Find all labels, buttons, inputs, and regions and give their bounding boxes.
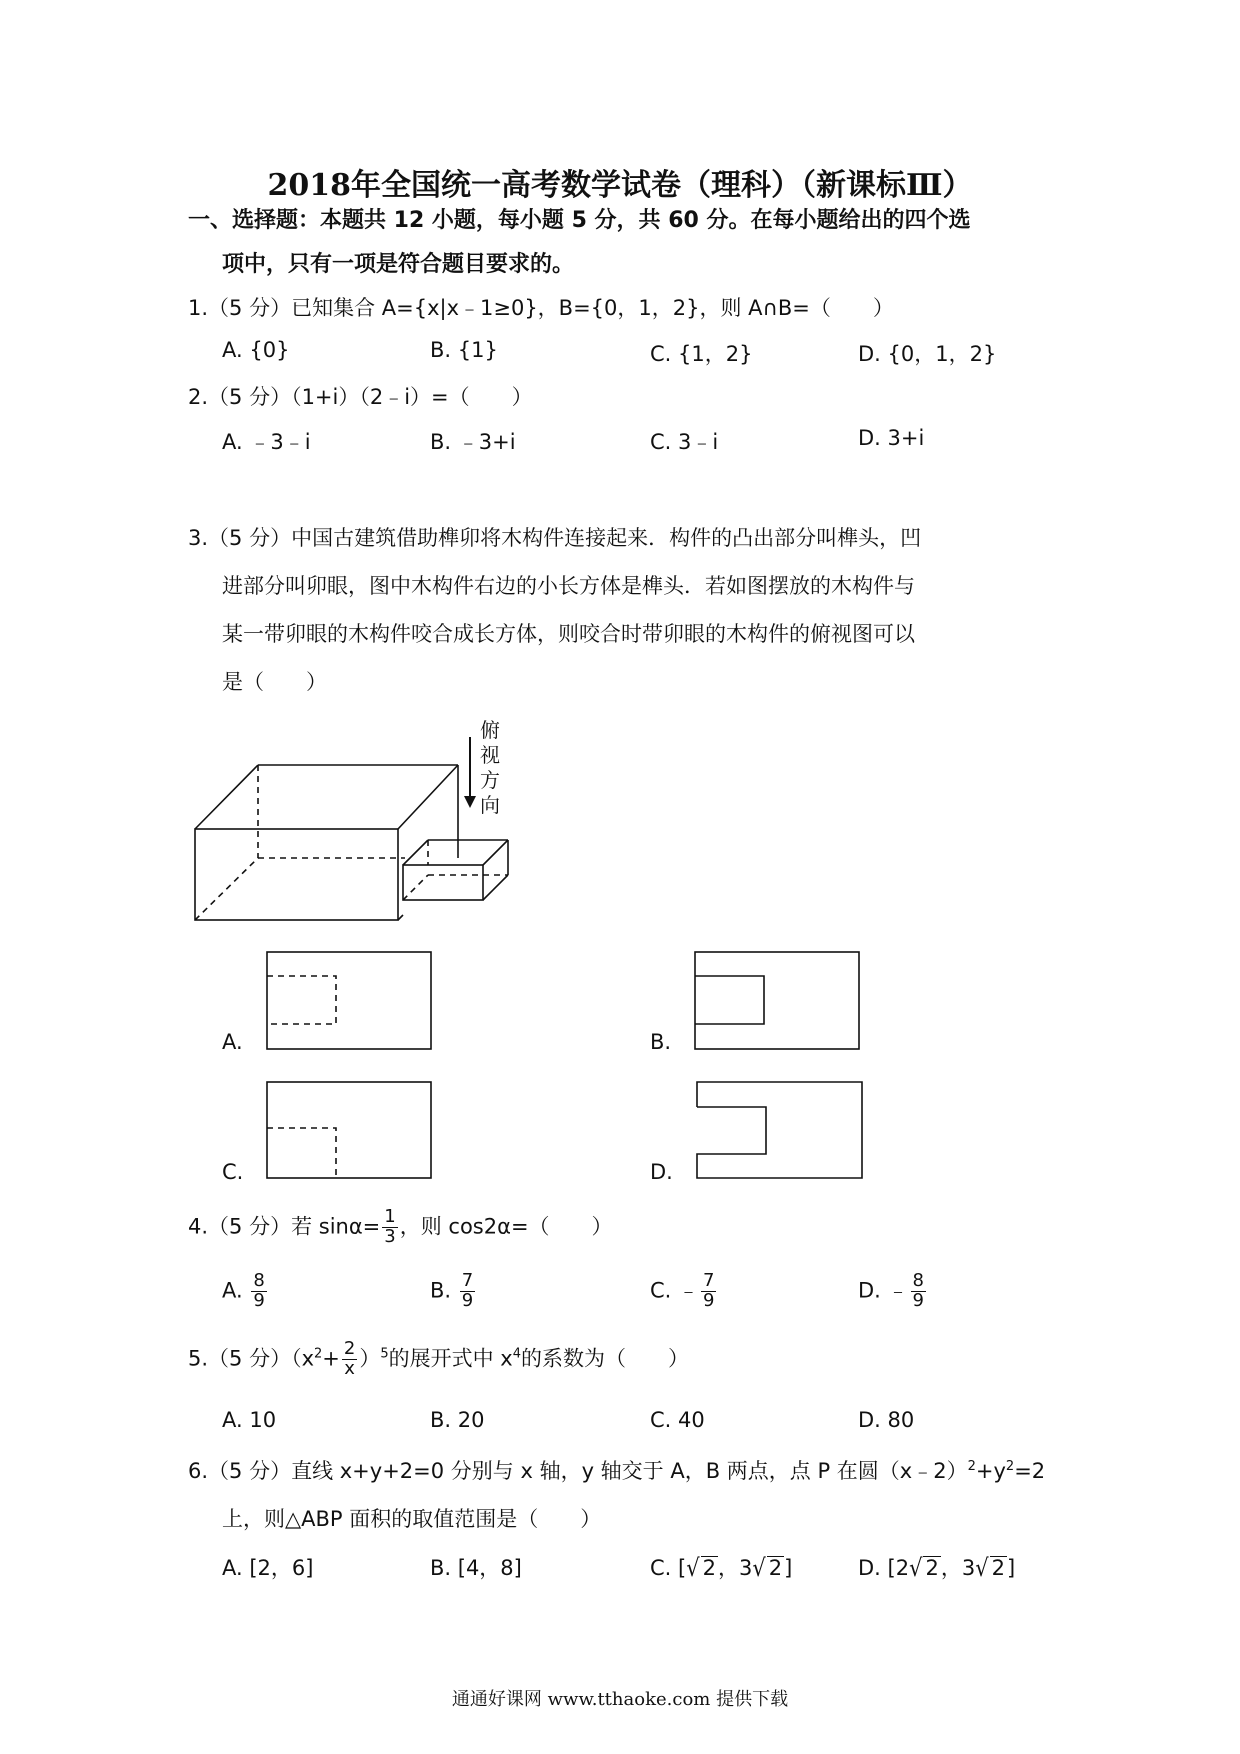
q6-c-label: C. [ bbox=[650, 1556, 687, 1580]
q1-option-a: A. {0} bbox=[222, 338, 290, 362]
q5-option-c: C. 40 bbox=[650, 1408, 705, 1432]
q6-c-radicand2: 2 bbox=[768, 1556, 783, 1580]
q4-fraction bbox=[382, 1208, 397, 1247]
q3-option-b-view bbox=[695, 952, 859, 1049]
q6-option-c bbox=[650, 1552, 792, 1582]
q4-c-num: 7 bbox=[703, 1270, 715, 1291]
section-heading-line2: 项中，只有一项是符合题目要求的。 bbox=[222, 252, 575, 277]
q6-sup2: 2 bbox=[1005, 1459, 1015, 1474]
q4-b-den: 9 bbox=[461, 1289, 474, 1311]
footer-source: 通通好课网 www.tthaoke.com 提供下载 bbox=[451, 1689, 789, 1710]
q4-b-label: B. bbox=[430, 1278, 452, 1303]
q2-option-b: B. ﹣3+i bbox=[430, 430, 516, 454]
q4-option-b bbox=[430, 1272, 477, 1311]
q4-d-label: D. bbox=[858, 1278, 881, 1303]
question-3-line4: 是（ ） bbox=[222, 670, 327, 694]
q6-c-close: ] bbox=[784, 1556, 793, 1580]
q6-line1-suffix: =2 bbox=[1014, 1459, 1046, 1483]
q5-suffix: 的系数为（ ） bbox=[521, 1346, 690, 1371]
view-direction-arrow bbox=[464, 737, 476, 808]
q1-option-b: B. {1} bbox=[430, 338, 498, 362]
q4-frac-num: 1 bbox=[384, 1206, 396, 1227]
q6-option-a: A. [2，6] bbox=[222, 1556, 314, 1580]
question-6-line2: 上，则△ABP 面积的取值范围是（ ） bbox=[222, 1507, 602, 1531]
q4-option-c bbox=[650, 1272, 718, 1311]
q4-suffix: ，则 cos2α=（ ） bbox=[399, 1214, 613, 1239]
q6-d-close: ] bbox=[1006, 1556, 1016, 1580]
q5-frac-num: 2 bbox=[343, 1338, 356, 1359]
q2-option-d: D. 3+i bbox=[858, 426, 925, 450]
q5-prefix: 5.（5 分）（x bbox=[188, 1346, 314, 1371]
q4-b-fraction bbox=[460, 1272, 475, 1311]
q6-d-radicand2: 2 bbox=[991, 1556, 1005, 1580]
q5-mid: 的展开式中 x bbox=[388, 1346, 513, 1371]
question-2-text: 2.（5 分）（1+i）（2﹣i）=（ ） bbox=[188, 385, 533, 409]
q1-option-c: C. {1，2} bbox=[650, 342, 753, 366]
q3-option-d-label: D. bbox=[650, 1160, 673, 1184]
q6-d-radicand1: 2 bbox=[925, 1556, 939, 1580]
q3-option-d-view bbox=[697, 1082, 862, 1178]
q6-c-radicand1: 2 bbox=[702, 1556, 716, 1580]
q5-option-a: A. 10 bbox=[222, 1408, 277, 1432]
q6-d-sep: ，3 bbox=[940, 1556, 976, 1580]
q6-line1-mid: +y bbox=[975, 1459, 1006, 1483]
section-heading-line1: 一、选择题：本题共 12 小题，每小题 5 分，共 60 分。在每小题给出的四个选 bbox=[188, 208, 971, 233]
q4-c-fraction bbox=[701, 1272, 716, 1311]
q5-sup1: 2 bbox=[314, 1346, 323, 1362]
q6-option-d bbox=[858, 1552, 1015, 1582]
q4-frac-den: 3 bbox=[384, 1225, 396, 1247]
question-6-line1 bbox=[188, 1455, 1045, 1485]
q4-a-den: 9 bbox=[253, 1289, 265, 1311]
q5-sup2: 5 bbox=[380, 1346, 389, 1362]
q6-d-label: D. [2 bbox=[858, 1556, 910, 1580]
q4-prefix: 4.（5 分）若 sinα= bbox=[188, 1214, 381, 1239]
q3-option-b-label: B. bbox=[650, 1030, 672, 1054]
q6-c-sep: ，3 bbox=[717, 1556, 753, 1580]
question-3-line2: 进部分叫卯眼，图中木构件右边的小长方体是榫头．若如图摆放的木构件与 bbox=[222, 574, 915, 598]
question-3-line3: 某一带卯眼的木构件咬合成长方体，则咬合时带卯眼的木构件的俯视图可以 bbox=[222, 622, 915, 646]
q4-option-d bbox=[858, 1272, 928, 1311]
q4-d-sign: ﹣ bbox=[887, 1278, 909, 1303]
question-3-line1: 3.（5 分）中国古建筑借助榫卯将木构件连接起来．构件的凸出部分叫榫头，凹 bbox=[188, 526, 922, 550]
q4-d-num: 8 bbox=[912, 1270, 924, 1291]
sqrt-icon: √ bbox=[909, 1554, 923, 1582]
question-1-text: 1.（5 分）已知集合 A={x|x﹣1≥0}，B={0，1，2}，则 A∩B=（ ） bbox=[188, 296, 894, 320]
q1-option-d: D. {0，1，2} bbox=[858, 342, 997, 366]
q4-d-den: 9 bbox=[912, 1289, 924, 1311]
page-title: 2018年全国统一高考数学试卷（理科）（新课标Ⅲ） bbox=[267, 168, 973, 203]
q4-c-den: 9 bbox=[703, 1289, 715, 1311]
q4-b-num: 7 bbox=[461, 1270, 474, 1291]
question-4-text bbox=[188, 1208, 613, 1247]
q4-d-fraction bbox=[911, 1272, 926, 1311]
direction-char-4: 向 bbox=[480, 793, 500, 817]
q2-option-a: A. ﹣3﹣i bbox=[222, 430, 311, 454]
q6-sup1: 2 bbox=[967, 1459, 976, 1474]
q5-close: ） bbox=[359, 1346, 381, 1371]
direction-char-2: 视 bbox=[480, 743, 500, 767]
direction-char-3: 方 bbox=[480, 768, 500, 792]
question-5-text bbox=[188, 1340, 689, 1379]
q5-frac-den: x bbox=[344, 1357, 355, 1379]
q5-sup3: 4 bbox=[512, 1346, 522, 1362]
sqrt-icon: √ bbox=[752, 1554, 766, 1582]
q4-c-label: C. bbox=[650, 1278, 672, 1303]
q3-option-a-view bbox=[267, 952, 431, 1049]
q5-option-b: B. 20 bbox=[430, 1408, 485, 1432]
q4-a-label: A. bbox=[222, 1278, 243, 1303]
q3-option-c-label: C. bbox=[222, 1160, 244, 1184]
q5-fraction bbox=[342, 1340, 357, 1379]
q5-plus: + bbox=[322, 1346, 340, 1371]
sqrt-icon: √ bbox=[686, 1554, 700, 1582]
q4-a-fraction bbox=[251, 1272, 266, 1311]
q2-option-c: C. 3﹣i bbox=[650, 430, 719, 454]
q4-a-num: 8 bbox=[253, 1270, 265, 1291]
q5-option-d: D. 80 bbox=[858, 1408, 915, 1432]
direction-char-1: 俯 bbox=[480, 718, 500, 742]
view-direction-label bbox=[480, 718, 504, 818]
q6-option-b: B. [4，8] bbox=[430, 1556, 522, 1580]
q4-c-sign: ﹣ bbox=[678, 1278, 700, 1303]
q4-option-a bbox=[222, 1272, 269, 1311]
q6-line1-prefix: 6.（5 分）直线 x+y+2=0 分别与 x 轴，y 轴交于 A，B 两点，点 P 在圆（x﹣2） bbox=[188, 1459, 968, 1483]
sqrt-icon: √ bbox=[975, 1554, 989, 1582]
q3-option-a-label: A. bbox=[222, 1030, 243, 1054]
q3-option-c-view bbox=[267, 1082, 431, 1178]
